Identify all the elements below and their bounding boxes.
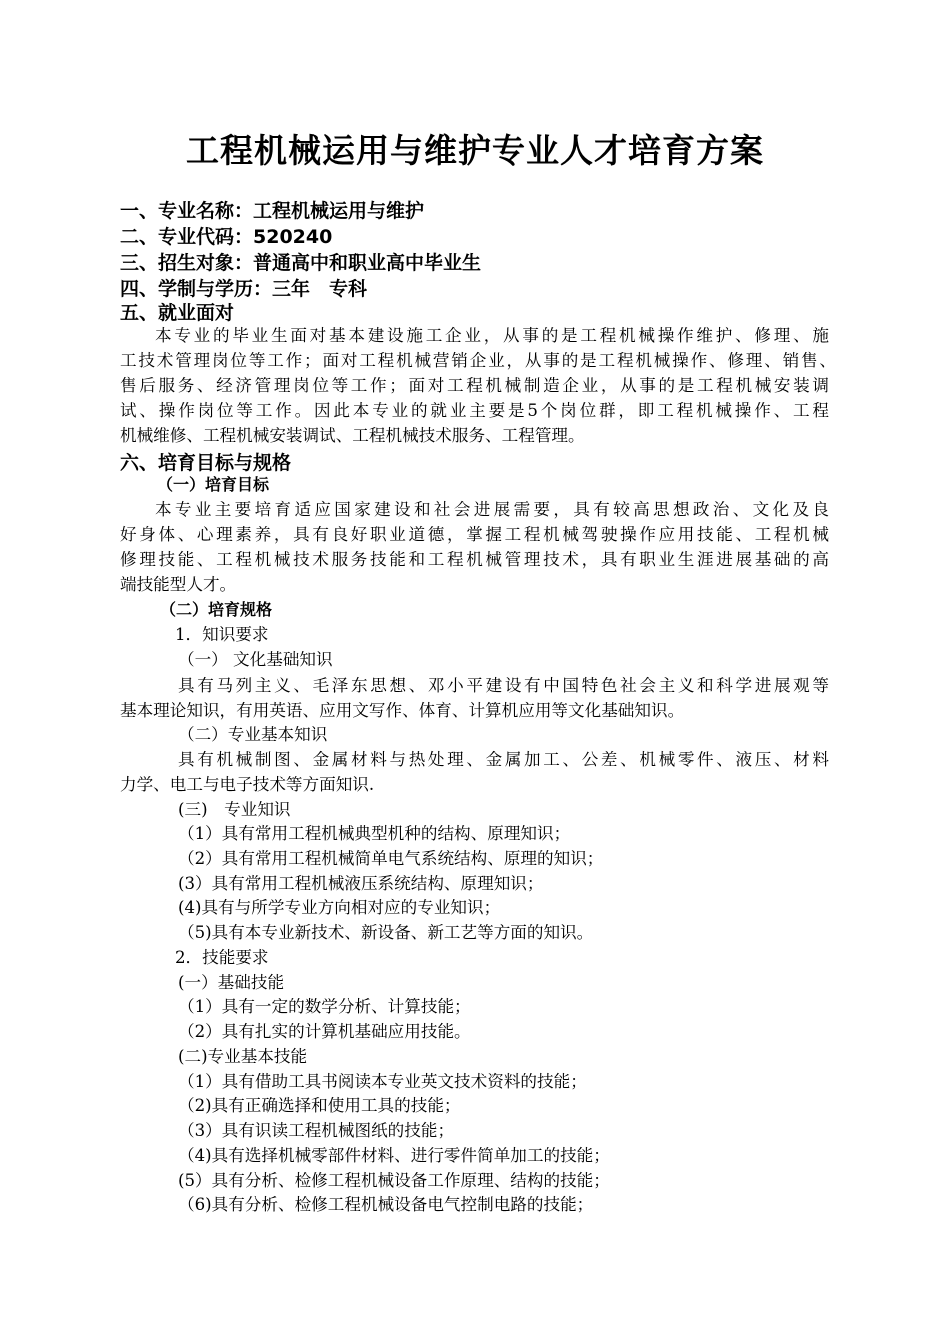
- goal-line: 好身体、心理素养，具有良好职业道德，掌握工程机械驾驶操作应用技能、工程机械: [120, 525, 829, 544]
- enrollment-target: 三、招生对象：普通高中和职业高中毕业生: [120, 252, 482, 274]
- list-item: (3）具有常用工程机械液压系统结构、原理知识；: [178, 874, 544, 893]
- list-item: （5)具有本专业新技术、新设备、新工艺等方面的知识。: [178, 923, 594, 942]
- goal-line: 本专业主要培育适应国家建设和社会进展需要，具有较高思想政治、文化及良: [155, 500, 829, 519]
- professional-heading: (三) 专业知识: [178, 800, 291, 819]
- basic-line: 具有机械制图、金属材料与热处理、金属加工、公差、机械零件、液压、材料: [178, 750, 829, 769]
- list-item: （6)具有分析、检修工程机械设备电气控制电路的技能；: [178, 1195, 594, 1214]
- list-item: (5）具有分析、检修工程机械设备工作原理、结构的技能；: [178, 1171, 610, 1190]
- list-item: （2）具有扎实的计算机基础应用技能。: [178, 1022, 471, 1041]
- base-skill-heading: (一）基础技能: [178, 973, 285, 992]
- culture-line: 基本理论知识，有用英语、应用文写作、体育、计算机应用等文化基础知识。: [120, 701, 685, 720]
- section-6-heading: 六、培育目标与规格: [120, 452, 292, 474]
- study-length: 四、学制与学历：三年 专科: [120, 278, 368, 300]
- skill-heading: 2．技能要求: [175, 948, 269, 967]
- spec-heading: （二）培育规格: [160, 600, 273, 619]
- employment-line: 工技术管理岗位等工作；面对工程机械营销企业，从事的是工程机械操作、修理、销售、: [120, 351, 836, 370]
- culture-line: 具有马列主义、毛泽东思想、邓小平建设有中国特色社会主义和科学进展观等: [178, 676, 829, 695]
- major-code: 二、专业代码：520240: [120, 226, 333, 248]
- list-item: （1）具有借助工具书阅读本专业英文技术资料的技能；: [178, 1072, 587, 1091]
- basic-line: 力学、电工与电子技术等方面知识.: [120, 775, 375, 794]
- culture-heading: （一） 文化基础知识: [178, 650, 333, 669]
- major-name: 一、专业名称：工程机械运用与维护: [120, 200, 425, 222]
- employment-line: 机械维修、工程机械安装调试、工程机械技术服务、工程管理。: [120, 426, 585, 445]
- employment-line: 本专业的毕业生面对基本建设施工企业，从事的是工程机械操作维护、修理、施: [155, 326, 829, 345]
- goal-line: 修理技能、工程机械技术服务技能和工程机械管理技术，具有职业生涯进展基础的高: [120, 550, 829, 569]
- employment-line: 试、操作岗位等工作。因此本专业的就业主要是5个岗位群，即工程机械操作、工程: [120, 401, 829, 420]
- list-item: (4)具有与所学专业方向相对应的专业知识；: [178, 898, 501, 917]
- knowledge-heading: 1．知识要求: [175, 625, 269, 644]
- document-title: 工程机械运用与维护专业人才培育方案: [186, 131, 764, 170]
- list-item: （2)具有正确选择和使用工具的技能；: [178, 1096, 461, 1115]
- goal-heading: （一）培育目标: [157, 475, 270, 494]
- list-item: （4)具有选择机械零部件材料、进行零件简单加工的技能；: [178, 1146, 610, 1165]
- basic-heading: （二）专业基本知识: [178, 725, 328, 744]
- list-item: （1）具有一定的数学分析、计算技能；: [178, 997, 471, 1016]
- list-item: （3）具有识读工程机械图纸的技能；: [178, 1121, 455, 1140]
- list-item: （1）具有常用工程机械典型机种的结构、原理知识；: [178, 824, 571, 843]
- employment-heading: 五、就业面对: [120, 302, 235, 324]
- pro-skill-heading: (二)专业基本技能: [178, 1047, 308, 1066]
- list-item: （2）具有常用工程机械简单电气系统结构、原理的知识；: [178, 849, 604, 868]
- employment-line: 售后服务、经济管理岗位等工作；面对工程机械制造企业，从事的是工程机械安装调: [120, 376, 829, 395]
- goal-line: 端技能型人才。: [120, 575, 237, 594]
